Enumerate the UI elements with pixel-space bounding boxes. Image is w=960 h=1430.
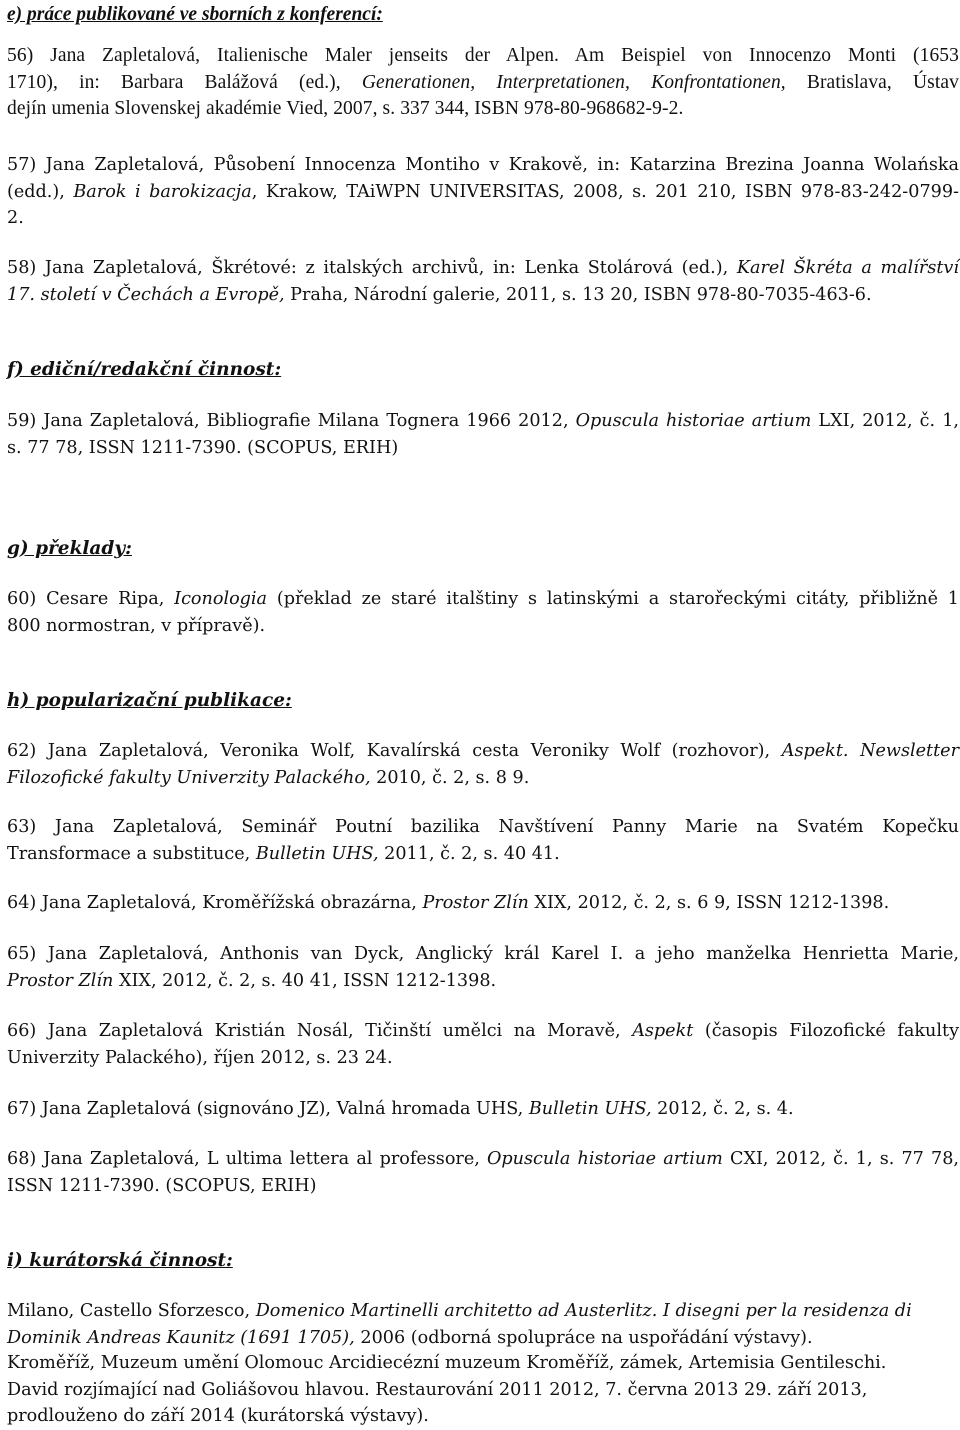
curatorial-entry-2-line-1: Kroměříž, Muzeum umění Olomouc Arcidiecézní muzeum Kroměříž, zámek, Artemisia Gentileschi. <box>7 1353 887 1373</box>
entry-62-line-2 <box>7 765 959 792</box>
entry-68-line-2: ISSN 1211-7390. (SCOPUS, ERIH) <box>7 1175 317 1196</box>
entry-58 <box>7 255 959 308</box>
entry-60-line-1 <box>7 586 959 613</box>
entry-58-line-2 <box>7 282 959 309</box>
entry-68-line-1 <box>7 1146 959 1173</box>
entry-63-line-1: 63) Jana Zapletalová, Seminář Poutní bazilika Navštívení Panny Marie na Svatém Kopečku <box>7 817 959 837</box>
entry-57-title: Barok i barokizacja <box>73 181 252 202</box>
section-heading-g: g) překlady: <box>7 538 132 559</box>
entry-68-issue: CXI, 2012, č. 1, s. 77 78, <box>722 1149 960 1169</box>
entry-64 <box>7 890 959 917</box>
curatorial-entry-1-line-1 <box>7 1298 959 1325</box>
entry-67-text: 67) Jana Zapletalová (signováno JZ), Valná hromada UHS, <box>7 1099 529 1119</box>
entry-59 <box>7 408 959 461</box>
section-heading-e: e) práce publikované ve sborních z konferencí: <box>7 4 383 25</box>
entry-60-line-2: 800 normostran, v přípravě). <box>7 615 266 636</box>
section-heading-i: i) kurátorská činnost: <box>7 1250 233 1271</box>
entry-57-publisher: , Krakow, TAiWPN UNIVERSITAS, 2008, s. 201 210, ISBN 978-83-242-0799- <box>251 181 959 202</box>
entry-65-journal: Prostor Zlín <box>7 970 114 991</box>
entry-63-journal: Bulletin UHS, <box>255 843 379 864</box>
entry-59-text: 59) Jana Zapletalová, Bibliografie Milana Tognera 1966 2012, <box>7 411 576 431</box>
entry-65-issue: XIX, 2012, č. 2, s. 40 41, ISSN 1212-1398. <box>113 970 497 991</box>
entry-60 <box>7 586 959 639</box>
entry-58-title-part-2: 17. století v Čechách a Evropě, <box>7 284 285 305</box>
entry-58-title-part-1: Karel Škréta a malířství <box>736 258 959 278</box>
entry-63-line-2 <box>7 841 959 868</box>
entry-62-text: 62) Jana Zapletalová, Veronika Wolf, Kavalírská cesta Veroniky Wolf (rozhovor), <box>7 741 782 761</box>
entry-68-text: 68) Jana Zapletalová, L ultima lettera al professore, <box>7 1149 487 1169</box>
entry-58-line-1 <box>7 255 959 282</box>
curatorial-entry-1-line-2 <box>7 1325 959 1352</box>
section-heading-f: f) ediční/redakční činnost: <box>7 359 282 380</box>
entry-64-journal: Prostor Zlín <box>422 893 529 913</box>
entry-67 <box>7 1096 959 1123</box>
entry-62-journal-part-2: Filozofické fakulty Univerzity Palackého, <box>7 767 371 788</box>
entry-59-journal: Opuscula historiae artium <box>575 411 812 431</box>
entry-56-line-1: 56) Jana Zapletalová, Italienische Maler jenseits der Alpen. Am Beispiel von Innocenzo Monti (1653 <box>7 45 959 66</box>
entry-62-issue: 2010, č. 2, s. 8 9. <box>370 767 530 788</box>
curatorial-entry-1-note: 2006 (odborná spolupráce na uspořádání výstavy). <box>354 1327 813 1348</box>
entry-56-title: Generationen, Interpretationen, Konfrontationen, <box>361 71 786 93</box>
entry-59-line-1 <box>7 408 959 435</box>
entry-57 <box>7 152 959 232</box>
entry-67-line-1 <box>7 1096 959 1123</box>
entry-67-journal: Bulletin UHS, <box>528 1099 652 1119</box>
entry-63 <box>7 814 959 867</box>
entry-60-text: 60) Cesare Ripa, <box>7 589 175 609</box>
entry-65 <box>7 941 959 994</box>
curatorial-entry-1-title-part-1: Domenico Martinelli architetto ad Austerlitz. I disegni per la residenza di <box>255 1301 912 1321</box>
entry-59-line-2: s. 77 78, ISSN 1211-7390. (SCOPUS, ERIH) <box>7 437 399 458</box>
entry-59-issue: LXI, 2012, č. 1, <box>811 411 959 431</box>
entry-67-issue: 2012, č. 2, s. 4. <box>651 1099 794 1119</box>
entry-62-journal-part-1: Aspekt. Newsletter <box>781 741 959 761</box>
entry-64-text: 64) Jana Zapletalová, Kroměřížská obrazárna, <box>7 893 423 913</box>
entry-57-line-1: 57) Jana Zapletalová, Působení Innocenza Montiho v Krakově, in: Katarzina Brezina Joanna Wolańska <box>7 155 959 175</box>
entry-65-line-2 <box>7 968 959 995</box>
entry-56-text: 1710), in: Barbara Balážová (ed.), <box>7 71 362 93</box>
curatorial-entry-1-venue: Milano, Castello Sforzesco, <box>7 1301 256 1321</box>
entry-66-line-2: Univerzity Palackého), říjen 2012, s. 23 24. <box>7 1047 393 1068</box>
entry-66 <box>7 1018 959 1071</box>
curatorial-entry-1 <box>7 1298 959 1351</box>
curatorial-entry-1-title-part-2: Dominik Andreas Kaunitz (1691 1705), <box>7 1327 355 1348</box>
entry-58-text: 58) Jana Zapletalová, Škrétové: z italských archivů, in: Lenka Stolárová (ed.), <box>7 258 737 278</box>
entry-58-publisher: Praha, Národní galerie, 2011, s. 13 20, ISBN 978-80-7035-463-6. <box>284 284 872 305</box>
entry-66-line-1 <box>7 1018 959 1045</box>
entry-60-title: Iconologia <box>174 589 268 609</box>
entry-62-line-1 <box>7 738 959 765</box>
curatorial-entry-2 <box>7 1350 959 1430</box>
curatorial-entry-2-line-3: prodlouženo do září 2014 (kurátorská výstavy). <box>7 1406 429 1426</box>
entry-56-line-3: dejín umenia Slovenskej akadémie Vied, 2007, s. 337 344, ISBN 978-80-968682-9-2. <box>7 98 684 119</box>
entry-57-text: (edd.), <box>7 181 74 202</box>
entry-66-journal-note: (časopis Filozofické fakulty <box>693 1021 960 1041</box>
entry-66-journal: Aspekt <box>632 1021 694 1041</box>
curatorial-entry-2-line-2: David rozjímající nad Goliášovou hlavou. Restaurování 2011 2012, 7. června 2013 29. září 2013, <box>7 1379 868 1400</box>
entry-68-journal: Opuscula historiae artium <box>487 1149 723 1169</box>
entry-64-issue: XIX, 2012, č. 2, s. 6 9, ISSN 1212-1398. <box>528 893 890 913</box>
entry-62 <box>7 738 959 791</box>
entry-63-issue: 2011, č. 2, s. 40 41. <box>378 843 560 864</box>
entry-57-line-2 <box>7 179 959 206</box>
section-heading-h: h) popularizační publikace: <box>7 690 292 711</box>
entry-60-description: (překlad ze staré italštiny s latinskými a starořeckými citáty, přibližně 1 <box>267 589 959 609</box>
entry-56-line-2 <box>7 70 959 97</box>
entry-63-text: Transformace a substituce, <box>7 843 256 864</box>
entry-65-line-1: 65) Jana Zapletalová, Anthonis van Dyck, Anglický král Karel I. a jeho manželka Henrietta Marie, <box>7 944 959 964</box>
entry-66-text: 66) Jana Zapletalová Kristián Nosál, Tičinští umělci na Moravě, <box>7 1021 633 1041</box>
entry-64-line-1 <box>7 890 959 917</box>
entry-68 <box>7 1146 959 1199</box>
entry-56-publisher: Bratislava, Ústav <box>785 71 959 93</box>
entry-57-line-3: 2. <box>7 208 24 228</box>
entry-56 <box>7 43 959 123</box>
